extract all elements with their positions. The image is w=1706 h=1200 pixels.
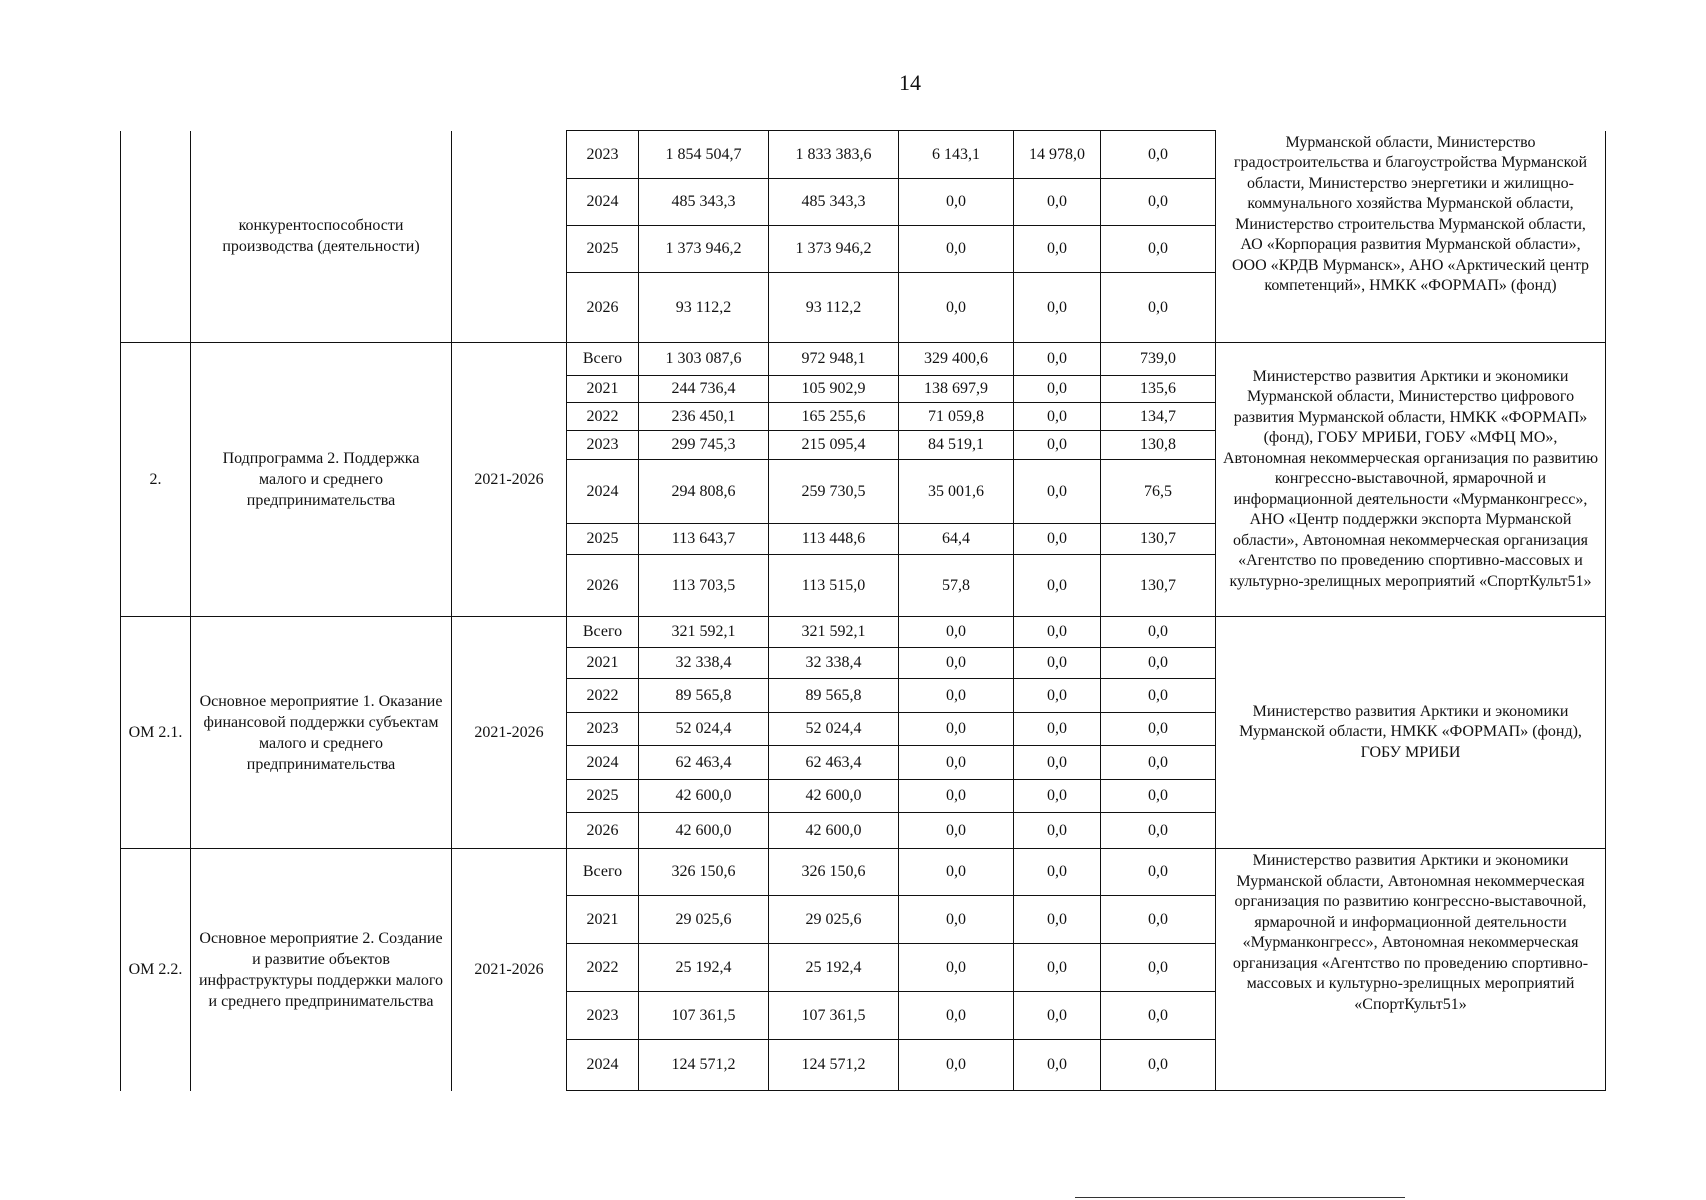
amount-cell: 326 150,6 — [769, 849, 899, 896]
amount-cell: 1 373 946,2 — [639, 226, 769, 273]
amount-cell: 0,0 — [1014, 226, 1101, 273]
amount-cell: 244 736,4 — [639, 376, 769, 403]
amount-cell: 739,0 — [1101, 343, 1216, 376]
amount-cell: 76,5 — [1101, 460, 1216, 524]
year-cell: 2025 — [567, 226, 639, 273]
amount-cell: 0,0 — [1014, 460, 1101, 524]
amount-cell: 0,0 — [1101, 648, 1216, 679]
table-row — [121, 131, 1606, 179]
row-executor: Министерство развития Арктики и экономики Мурманской области, НМКК «ФОРМАП» (фонд), ГОБУ МРИБИ — [1216, 617, 1606, 849]
amount-cell: 29 025,6 — [769, 896, 899, 944]
amount-cell: 0,0 — [899, 713, 1014, 746]
row-period: 2021-2026 — [452, 343, 567, 617]
amount-cell: 236 450,1 — [639, 403, 769, 431]
amount-cell: 0,0 — [1101, 944, 1216, 992]
amount-cell: 0,0 — [1014, 780, 1101, 813]
amount-cell: 0,0 — [1101, 746, 1216, 780]
row-period: 2021-2026 — [452, 849, 567, 1091]
amount-cell: 321 592,1 — [639, 617, 769, 648]
amount-cell: 42 600,0 — [639, 780, 769, 813]
amount-cell: 0,0 — [1014, 992, 1101, 1040]
amount-cell: 0,0 — [1014, 555, 1101, 617]
year-cell: 2023 — [567, 431, 639, 460]
amount-cell: 130,7 — [1101, 555, 1216, 617]
amount-cell: 0,0 — [1101, 179, 1216, 226]
year-cell: 2021 — [567, 648, 639, 679]
row-executor: Министерство развития Арктики и экономики Мурманской области, Автономная некоммерческая организация по развитию конгрессно-выставочной, ярмарочной и информационной деятельности «Мурманконгресс», Автономная некоммерческая организация «Агентство по проведению спортивно-массовых и культурно-зрелищных мероприятий «СпортКульт51» — [1216, 849, 1606, 1091]
amount-cell: 0,0 — [1014, 746, 1101, 780]
amount-cell: 0,0 — [1014, 376, 1101, 403]
amount-cell: 0,0 — [1014, 1040, 1101, 1091]
amount-cell: 294 808,6 — [639, 460, 769, 524]
year-cell: 2026 — [567, 813, 639, 849]
amount-cell: 130,8 — [1101, 431, 1216, 460]
amount-cell: 25 192,4 — [639, 944, 769, 992]
amount-cell: 113 515,0 — [769, 555, 899, 617]
amount-cell: 326 150,6 — [639, 849, 769, 896]
amount-cell: 299 745,3 — [639, 431, 769, 460]
amount-cell: 0,0 — [1101, 992, 1216, 1040]
amount-cell: 0,0 — [1014, 679, 1101, 713]
amount-cell: 165 255,6 — [769, 403, 899, 431]
row-period: 2021-2026 — [452, 617, 567, 849]
row-number — [121, 131, 191, 343]
amount-cell: 130,7 — [1101, 524, 1216, 555]
amount-cell: 0,0 — [1014, 896, 1101, 944]
row-executor: Министерство развития Арктики и экономики Мурманской области, Министерство цифрового развития Мурманской области, НМКК «ФОРМАП» (фонд), ГОБУ МРИБИ, ГОБУ «МФЦ МО», Автономная некоммерческая организация по развитию конгрессно-выставочной, ярмарочной и информационной деятельности «Мурманконгресс», АНО «Центр поддержки экспорта Мурманской области», Автономная некоммерческая организация «Агентство по проведению спортивно-массовых и культурно-зрелищных мероприятий «СпортКульт51» — [1216, 343, 1606, 617]
amount-cell: 14 978,0 — [1014, 131, 1101, 179]
year-cell: 2024 — [567, 746, 639, 780]
amount-cell: 89 565,8 — [639, 679, 769, 713]
amount-cell: 972 948,1 — [769, 343, 899, 376]
footer-line — [1075, 1197, 1405, 1198]
year-cell: 2022 — [567, 944, 639, 992]
amount-cell: 1 833 383,6 — [769, 131, 899, 179]
amount-cell: 0,0 — [899, 226, 1014, 273]
year-cell: 2023 — [567, 131, 639, 179]
amount-cell: 0,0 — [1014, 944, 1101, 992]
year-cell: 2025 — [567, 780, 639, 813]
amount-cell: 0,0 — [1101, 813, 1216, 849]
amount-cell: 62 463,4 — [769, 746, 899, 780]
amount-cell: 113 448,6 — [769, 524, 899, 555]
row-name: Основное мероприятие 1. Оказание финансовой поддержки субъектам малого и среднего предпринимательства — [191, 617, 452, 849]
year-cell: Всего — [567, 343, 639, 376]
row-number: ОМ 2.1. — [121, 617, 191, 849]
year-cell: Всего — [567, 849, 639, 896]
table-row — [121, 617, 1606, 648]
amount-cell: 113 643,7 — [639, 524, 769, 555]
amount-cell: 113 703,5 — [639, 555, 769, 617]
year-cell: 2021 — [567, 376, 639, 403]
amount-cell: 124 571,2 — [639, 1040, 769, 1091]
year-cell: 2026 — [567, 273, 639, 343]
amount-cell: 29 025,6 — [639, 896, 769, 944]
amount-cell: 0,0 — [1101, 713, 1216, 746]
amount-cell: 0,0 — [1014, 648, 1101, 679]
amount-cell: 42 600,0 — [639, 813, 769, 849]
amount-cell: 0,0 — [899, 944, 1014, 992]
row-number: 2. — [121, 343, 191, 617]
amount-cell: 0,0 — [899, 679, 1014, 713]
amount-cell: 0,0 — [1101, 780, 1216, 813]
year-cell: 2022 — [567, 403, 639, 431]
amount-cell: 215 095,4 — [769, 431, 899, 460]
amount-cell: 52 024,4 — [769, 713, 899, 746]
amount-cell: 0,0 — [1014, 617, 1101, 648]
amount-cell: 135,6 — [1101, 376, 1216, 403]
amount-cell: 105 902,9 — [769, 376, 899, 403]
amount-cell: 93 112,2 — [639, 273, 769, 343]
amount-cell: 0,0 — [899, 780, 1014, 813]
year-cell: 2024 — [567, 1040, 639, 1091]
amount-cell: 0,0 — [899, 1040, 1014, 1091]
amount-cell: 134,7 — [1101, 403, 1216, 431]
amount-cell: 0,0 — [1014, 431, 1101, 460]
amount-cell: 0,0 — [899, 813, 1014, 849]
amount-cell: 0,0 — [899, 746, 1014, 780]
amount-cell: 0,0 — [1101, 131, 1216, 179]
amount-cell: 0,0 — [1101, 617, 1216, 648]
amount-cell: 485 343,3 — [639, 179, 769, 226]
row-period — [452, 131, 567, 343]
amount-cell: 0,0 — [1014, 179, 1101, 226]
amount-cell: 35 001,6 — [899, 460, 1014, 524]
year-cell: 2023 — [567, 713, 639, 746]
amount-cell: 71 059,8 — [899, 403, 1014, 431]
table-row — [121, 343, 1606, 376]
year-cell: 2024 — [567, 460, 639, 524]
amount-cell: 321 592,1 — [769, 617, 899, 648]
amount-cell: 0,0 — [899, 896, 1014, 944]
amount-cell: 0,0 — [899, 617, 1014, 648]
year-cell: 2024 — [567, 179, 639, 226]
budget-table — [120, 130, 1606, 1091]
amount-cell: 107 361,5 — [639, 992, 769, 1040]
amount-cell: 1 303 087,6 — [639, 343, 769, 376]
row-number: ОМ 2.2. — [121, 849, 191, 1091]
amount-cell: 138 697,9 — [899, 376, 1014, 403]
amount-cell: 329 400,6 — [899, 343, 1014, 376]
amount-cell: 0,0 — [1014, 713, 1101, 746]
amount-cell: 0,0 — [1014, 849, 1101, 896]
amount-cell: 0,0 — [1101, 679, 1216, 713]
year-cell: 2021 — [567, 896, 639, 944]
amount-cell: 62 463,4 — [639, 746, 769, 780]
amount-cell: 0,0 — [1014, 813, 1101, 849]
row-name: Основное мероприятие 2. Создание и развитие объектов инфраструктуры поддержки малого и среднего предпринимательства — [191, 849, 452, 1091]
amount-cell: 1 854 504,7 — [639, 131, 769, 179]
amount-cell: 107 361,5 — [769, 992, 899, 1040]
amount-cell: 0,0 — [899, 179, 1014, 226]
amount-cell: 25 192,4 — [769, 944, 899, 992]
amount-cell: 52 024,4 — [639, 713, 769, 746]
amount-cell: 42 600,0 — [769, 813, 899, 849]
amount-cell: 1 373 946,2 — [769, 226, 899, 273]
amount-cell: 0,0 — [1101, 1040, 1216, 1091]
amount-cell: 485 343,3 — [769, 179, 899, 226]
amount-cell: 0,0 — [1101, 273, 1216, 343]
amount-cell: 42 600,0 — [769, 780, 899, 813]
amount-cell: 0,0 — [899, 648, 1014, 679]
page-number: 14 — [899, 70, 921, 95]
amount-cell: 0,0 — [899, 992, 1014, 1040]
year-cell: 2023 — [567, 992, 639, 1040]
amount-cell: 0,0 — [899, 273, 1014, 343]
amount-cell: 32 338,4 — [769, 648, 899, 679]
amount-cell: 89 565,8 — [769, 679, 899, 713]
amount-cell: 64,4 — [899, 524, 1014, 555]
amount-cell: 259 730,5 — [769, 460, 899, 524]
amount-cell: 0,0 — [1014, 403, 1101, 431]
amount-cell: 84 519,1 — [899, 431, 1014, 460]
amount-cell: 0,0 — [1014, 273, 1101, 343]
amount-cell: 6 143,1 — [899, 131, 1014, 179]
amount-cell: 93 112,2 — [769, 273, 899, 343]
amount-cell: 0,0 — [1101, 849, 1216, 896]
amount-cell: 0,0 — [1101, 896, 1216, 944]
year-cell: 2026 — [567, 555, 639, 617]
year-cell: 2025 — [567, 524, 639, 555]
year-cell: 2022 — [567, 679, 639, 713]
row-name: Подпрограмма 2. Поддержка малого и среднего предпринимательства — [191, 343, 452, 617]
amount-cell: 0,0 — [1014, 343, 1101, 376]
amount-cell: 124 571,2 — [769, 1040, 899, 1091]
amount-cell: 0,0 — [899, 849, 1014, 896]
row-name: конкурентоспособности производства (деятельности) — [191, 131, 452, 343]
amount-cell: 57,8 — [899, 555, 1014, 617]
year-cell: Всего — [567, 617, 639, 648]
amount-cell: 0,0 — [1014, 524, 1101, 555]
amount-cell: 32 338,4 — [639, 648, 769, 679]
table-row — [121, 849, 1606, 896]
row-executor: Мурманской области, Министерство градостроительства и благоустройства Мурманской области, Министерство энергетики и жилищно-коммунального хозяйства Мурманской области, Министерство строительства Мурманской области, АО «Корпорация развития Мурманской области», ООО «КРДВ Мурманск», АНО «Арктический центр компетенций», НМКК «ФОРМАП» (фонд) — [1216, 131, 1606, 343]
amount-cell: 0,0 — [1101, 226, 1216, 273]
